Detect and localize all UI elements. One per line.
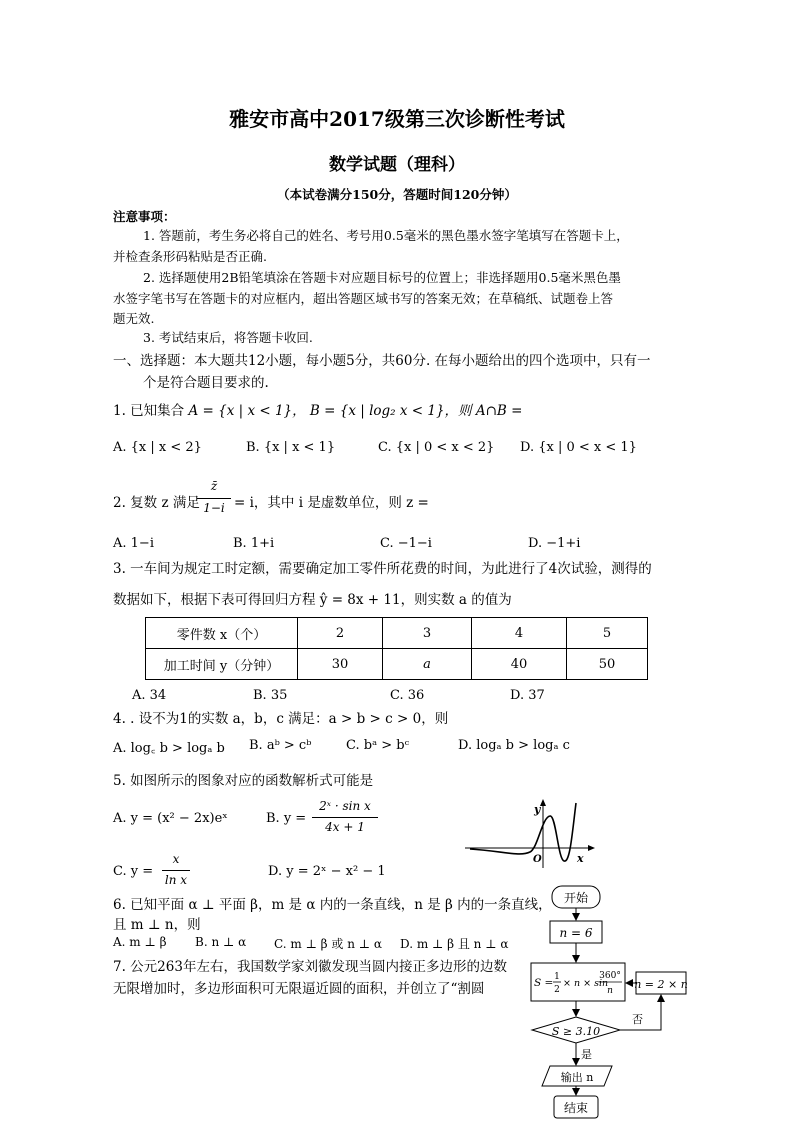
q4-option-a: A. log꜀ b > logₐ b	[113, 741, 225, 756]
section1-line1: 一、选择题：本大题共12小题，每小题5分，共60分. 在每小题给出的四个选项中，只有一	[113, 353, 651, 369]
exam-title: 雅安市高中2017级第三次诊断性考试	[229, 107, 565, 131]
q5-option-b-den: 4x + 1	[325, 820, 365, 834]
flow-calc-two: 2	[554, 985, 560, 995]
q1-stem	[113, 399, 522, 419]
table-row	[146, 649, 648, 680]
q2-frac-num: z̄	[210, 479, 218, 493]
table-cell: 4	[472, 618, 567, 649]
q2-stem-prefix: 2. 复数 z 满足	[113, 495, 200, 511]
q4-stem: 4. . 设不为1的实数 a，b，c 满足：a > b > c > 0，则	[113, 711, 449, 727]
origin-label: O	[533, 854, 542, 865]
q5-option-b-prefix: B. y =	[266, 811, 307, 826]
flow-output-label: 输出 n	[560, 1071, 594, 1084]
flow-yes-label: 是	[581, 1048, 592, 1061]
flow-end-label: 结束	[563, 1101, 589, 1115]
q5-option-c-bar	[162, 870, 190, 871]
q4-option-c: C. bᵃ > bᶜ	[346, 738, 410, 753]
q5-stem: 5. 如图所示的图象对应的函数解析式可能是	[113, 773, 374, 789]
table-cell: a	[383, 649, 472, 680]
q5-option-c-prefix: C. y =	[113, 864, 154, 879]
q2-option-b: B. 1+i	[233, 536, 275, 551]
flow-update-label: n = 2 × n	[634, 978, 688, 991]
section1-line2: 个是符合题目要求的.	[143, 375, 269, 391]
function-curve	[470, 803, 576, 861]
q7-line2: 无限增加时，多边形面积可无限逼近圆的面积，并创立了“割圆	[113, 981, 485, 997]
q2-option-a: A. 1−i	[113, 536, 154, 551]
q3-option-d: D. 37	[510, 688, 545, 703]
q2-stem-suffix: = i，其中 i 是虚数单位，则 z =	[234, 495, 429, 511]
flow-calc-num: 360°	[599, 971, 621, 981]
q3-option-b: B. 35	[253, 688, 288, 703]
q2-frac-den: 1−i	[203, 501, 225, 515]
x-axis-arrow	[588, 845, 595, 851]
q3-option-a: A. 34	[132, 688, 167, 703]
flow-calc-den: n	[607, 986, 613, 996]
table-row	[146, 618, 648, 649]
q3-line1: 3. 一车间为规定工时定额，需要确定加工零件所花费的时间，为此进行了4次试验，测得的	[113, 561, 652, 577]
q3-option-c: C. 36	[390, 688, 425, 703]
q5-option-d: D. y = 2ˣ − x² − 1	[268, 864, 386, 879]
q2-frac-bar	[197, 498, 231, 499]
note-3: 3. 考试结束后，将答题卡收回.	[143, 330, 313, 345]
q2-option-c: C. −1−i	[380, 536, 432, 551]
table-cell: 2	[298, 618, 383, 649]
q5-option-a: A. y = (x² − 2x)eˣ	[113, 811, 228, 826]
q4-option-b: B. aᵇ > cᵇ	[249, 738, 312, 753]
notes-heading: 注意事项：	[113, 209, 176, 224]
flow-init-label: n = 6	[559, 926, 593, 940]
q4-option-d: D. logₐ b > logₐ c	[458, 738, 570, 753]
note-2a: 2. 选择题使用2B铅笔填涂在答题卡对应题目标号的位置上；非选择题用0.5毫米黑色墨	[143, 270, 621, 285]
exam-subtitle: 数学试题（理科）	[329, 155, 465, 175]
q1-option-a: A. {x | x < 2}	[113, 440, 202, 455]
q6-option-b: B. n ⊥ α	[195, 935, 247, 949]
q6-option-a: A. m ⊥ β	[113, 935, 167, 949]
q2-option-d: D. −1+i	[528, 536, 581, 551]
flow-decision-label: S ≥ 3.10	[551, 1025, 601, 1038]
y-axis-label: y	[534, 803, 541, 816]
table-cell: 50	[567, 649, 648, 680]
flow-no-label: 否	[632, 1013, 643, 1026]
q5-option-c-num: x	[172, 852, 180, 866]
q1-option-d: D. {x | 0 < x < 1}	[520, 440, 637, 455]
q1-stem-math: A = {x | x < 1}， B = {x | log₂ x < 1}，则 A∩B =	[188, 403, 523, 419]
flow-calc-mid: × n × sin	[563, 978, 609, 989]
table-cell: 3	[383, 618, 472, 649]
q1-stem-prefix: 1. 已知集合	[113, 403, 189, 419]
note-2b: 水签字笔书写在答题卡的对应框内，超出答题区域书写的答案无效；在草稿纸、试题卷上答	[113, 291, 614, 306]
flow-start-label: 开始	[563, 891, 589, 905]
table-cell: 加工时间 y（分钟）	[146, 649, 298, 680]
table-cell: 5	[567, 618, 648, 649]
q6-option-c: C. m ⊥ β 或 n ⊥ α	[274, 937, 382, 951]
x-axis-label: x	[577, 852, 584, 865]
q3-data-table	[145, 617, 648, 680]
flow-calc-half: 1	[554, 972, 560, 982]
q6-line1: 6. 已知平面 α ⊥ 平面 β，m 是 α 内的一条直线，n 是 β 内的一条直线，	[113, 897, 552, 913]
q5-function-graph	[462, 795, 597, 870]
note-1b: 并检查条形码粘贴是否正确.	[113, 249, 267, 264]
q5-option-b-num: 2ˣ · sin x	[319, 799, 371, 813]
table-cell: 零件数 x（个）	[146, 618, 298, 649]
q6-option-d: D. m ⊥ β 且 n ⊥ α	[400, 937, 509, 951]
exam-info: （本试卷满分150分，答题时间120分钟）	[277, 187, 517, 202]
q7-flowchart	[528, 880, 698, 1123]
flow-calc-prefix: S =	[534, 977, 554, 989]
q3-line2: 数据如下，根据下表可得回归方程 ŷ = 8x + 11，则实数 a 的值为	[113, 592, 512, 608]
table-cell: 40	[472, 649, 567, 680]
note-2c: 题无效.	[113, 311, 155, 326]
q5-option-b-bar	[312, 817, 378, 818]
y-axis-arrow	[540, 799, 546, 806]
note-1a: 1. 答题前，考生务必将自己的姓名、考号用0.5毫米的黑色墨水签字笔填写在答题卡上，	[143, 228, 629, 243]
q7-line1: 7. 公元263年左右，我国数学家刘徽发现当圆内接正多边形的边数	[113, 959, 507, 975]
q1-option-c: C. {x | 0 < x < 2}	[378, 440, 495, 455]
q5-option-c-den: ln x	[164, 873, 188, 887]
q1-option-b: B. {x | x < 1}	[246, 440, 336, 455]
table-cell: 30	[298, 649, 383, 680]
q6-line2: 且 m ⊥ n，则	[113, 917, 201, 933]
